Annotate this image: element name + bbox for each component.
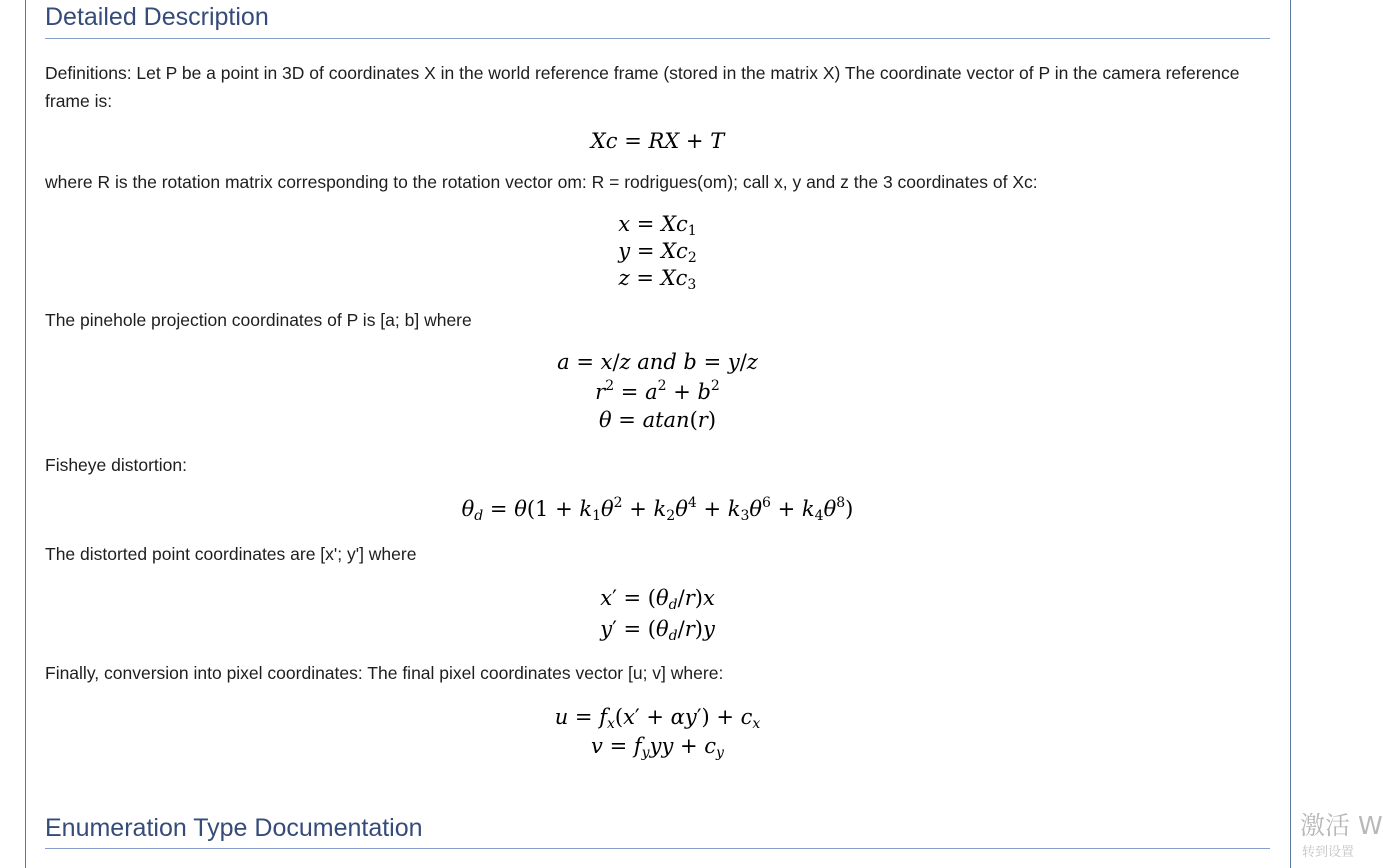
formula-u: $u = f_x(x' + \alpha y') + c_x$	[554, 705, 761, 732]
rotation-paragraph: where R is the rotation matrix corresponding to the rotation vector om: R = rodrigues(om); call x, y and z the 3 coordinates of Xc:	[45, 172, 1038, 192]
formula-theta: θ = atan(r)	[598, 408, 717, 432]
section-title-enumeration-type-documentation: Enumeration Type Documentation	[45, 814, 423, 842]
formula-x: $x = Xc_1$	[618, 212, 697, 239]
formula-y: $y = Xc_2$	[618, 239, 697, 266]
distorted-paragraph: The distorted point coordinates are [x'; y'] where	[45, 544, 417, 564]
activation-watermark: 激活 W	[1300, 811, 1383, 840]
formula-theta-d: $\theta_d = \theta(1 + k_1\theta^2 + k_2\theta^4 + k_3\theta^6 + k_4\theta^8)$	[461, 495, 854, 524]
formula-y-prime: $y' = (\theta_d/r)y$	[600, 617, 715, 644]
pinhole-paragraph: The pinehole projection coordinates of P is [a; b] where	[45, 310, 472, 330]
fisheye-paragraph: Fisheye distortion:	[45, 455, 188, 475]
definitions-paragraph: Definitions: Let P be a point in 3D of coordinates X in the world reference frame (stored in the matrix X) The coordinate vector of P in the camera reference frame is:	[45, 63, 1240, 111]
section-divider	[45, 38, 1270, 39]
formula-camera-frame: Xc = RX + T	[590, 129, 725, 153]
formula-r-squared: $r^2 = a^2 + b^2$	[595, 378, 720, 404]
section-title-detailed-description: Detailed Description	[45, 3, 269, 31]
pixel-paragraph: Finally, conversion into pixel coordinates: The final pixel coordinates vector [u; v] where:	[45, 663, 724, 683]
section-divider	[45, 848, 1270, 849]
formula-v: $v = f_yyy + c_y$	[591, 734, 724, 761]
formula-x-prime: $x' = (\theta_d/r)x$	[600, 586, 715, 613]
formula-z: $z = Xc_3$	[618, 266, 697, 293]
formula-ab: a = x/z and b = y/z	[557, 350, 758, 374]
activation-watermark-subtext: 转到设置	[1302, 845, 1355, 860]
